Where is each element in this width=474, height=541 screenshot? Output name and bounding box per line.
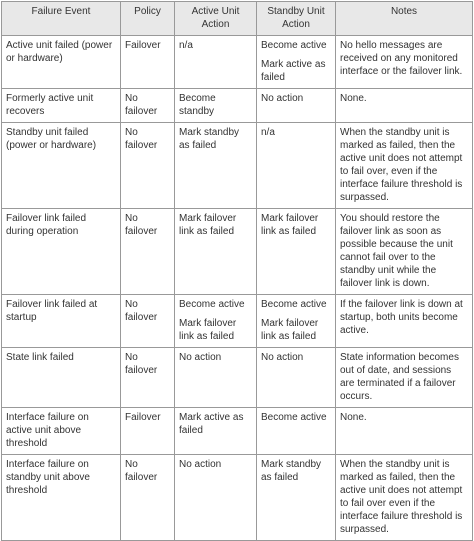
policy-cell: No failover <box>121 295 175 348</box>
notes-cell: When the standby unit is marked as failed, then the active unit does not attempt to fail over, even if the interface failure threshold is surpassed. <box>336 123 473 209</box>
failure-event-cell: State link failed <box>2 348 121 408</box>
standby-unit-action-cell <box>257 348 336 408</box>
table-row <box>2 123 473 209</box>
standby-unit-action-cell-line: Become active <box>261 299 327 310</box>
standby-unit-action-cell <box>257 455 336 541</box>
policy-cell: No failover <box>121 348 175 408</box>
active-unit-action-cell <box>175 408 257 455</box>
active-unit-action-cell <box>175 209 257 295</box>
table-row <box>2 36 473 89</box>
active-unit-action-cell <box>175 36 257 89</box>
standby-unit-action-cell-line: Become active <box>261 412 327 423</box>
notes-cell: When the standby unit is marked as failed, then the active unit does not attempt to fail over even if the interface failure threshold is surpassed. <box>336 455 473 541</box>
standby-unit-action-cell <box>257 123 336 209</box>
standby-unit-action-cell-line: Mark failover link as failed <box>261 213 319 237</box>
table-row <box>2 455 473 541</box>
table-row <box>2 89 473 123</box>
failure-event-cell: Failover link failed at startup <box>2 295 121 348</box>
notes-cell: None. <box>336 89 473 123</box>
header-standby-unit-action: Standby Unit Action <box>257 2 336 36</box>
active-unit-action-cell-line: Mark active as failed <box>179 412 244 436</box>
failure-event-cell: Standby unit failed (power or hardware) <box>2 123 121 209</box>
policy-cell: Failover <box>121 36 175 89</box>
standby-unit-action-cell-line: No action <box>261 93 304 104</box>
failure-event-cell: Formerly active unit recovers <box>2 89 121 123</box>
active-unit-action-cell <box>175 348 257 408</box>
policy-cell: No failover <box>121 209 175 295</box>
table-header <box>2 2 473 36</box>
notes-cell: You should restore the failover link as soon as possible because the unit cannot fail over to the standby unit while the failover link is down. <box>336 209 473 295</box>
header-failure-event: Failure Event <box>2 2 121 36</box>
standby-unit-action-cell-line: Mark standby as failed <box>261 459 322 483</box>
standby-unit-action-cell <box>257 209 336 295</box>
failover-events-table <box>1 1 473 541</box>
active-unit-action-cell-line: No action <box>179 459 222 470</box>
notes-cell: State information becomes out of date, and sessions are terminated if a failover occurs. <box>336 348 473 408</box>
standby-unit-action-cell <box>257 89 336 123</box>
standby-unit-action-cell-line: No action <box>261 352 304 363</box>
standby-unit-action-cell <box>257 408 336 455</box>
standby-unit-action-cell <box>257 36 336 89</box>
failure-event-cell: Interface failure on active unit above threshold <box>2 408 121 455</box>
active-unit-action-cell-line: No action <box>179 352 222 363</box>
policy-cell: Failover <box>121 408 175 455</box>
failure-event-cell: Interface failure on standby unit above threshold <box>2 455 121 541</box>
active-unit-action-cell <box>175 123 257 209</box>
table-body <box>2 36 473 541</box>
active-unit-action-cell-line: Become active <box>179 299 245 310</box>
active-unit-action-cell <box>175 89 257 123</box>
standby-unit-action-cell <box>257 295 336 348</box>
standby-unit-action-cell-line: Mark active as failed <box>261 59 326 83</box>
table-row <box>2 408 473 455</box>
active-unit-action-cell-line: n/a <box>179 40 193 51</box>
active-unit-action-cell-line: Mark failover link as failed <box>179 318 237 342</box>
active-unit-action-cell <box>175 295 257 348</box>
active-unit-action-cell-line: Mark standby as failed <box>179 127 240 151</box>
table-row <box>2 295 473 348</box>
policy-cell: No failover <box>121 89 175 123</box>
notes-cell: None. <box>336 408 473 455</box>
standby-unit-action-cell-line: Mark failover link as failed <box>261 318 319 342</box>
policy-cell: No failover <box>121 455 175 541</box>
header-active-unit-action: Active Unit Action <box>175 2 257 36</box>
failure-event-cell: Active unit failed (power or hardware) <box>2 36 121 89</box>
notes-cell: No hello messages are received on any monitored interface or the failover link. <box>336 36 473 89</box>
standby-unit-action-cell-line: Become active <box>261 40 327 51</box>
table-row <box>2 348 473 408</box>
table-row <box>2 209 473 295</box>
notes-cell: If the failover link is down at startup, both units become active. <box>336 295 473 348</box>
header-notes: Notes <box>336 2 473 36</box>
policy-cell: No failover <box>121 123 175 209</box>
header-row <box>2 2 473 36</box>
failure-event-cell: Failover link failed during operation <box>2 209 121 295</box>
standby-unit-action-cell-line: n/a <box>261 127 275 138</box>
active-unit-action-cell-line: Mark failover link as failed <box>179 213 237 237</box>
active-unit-action-cell <box>175 455 257 541</box>
header-policy: Policy <box>121 2 175 36</box>
active-unit-action-cell-line: Become standby <box>179 93 216 117</box>
